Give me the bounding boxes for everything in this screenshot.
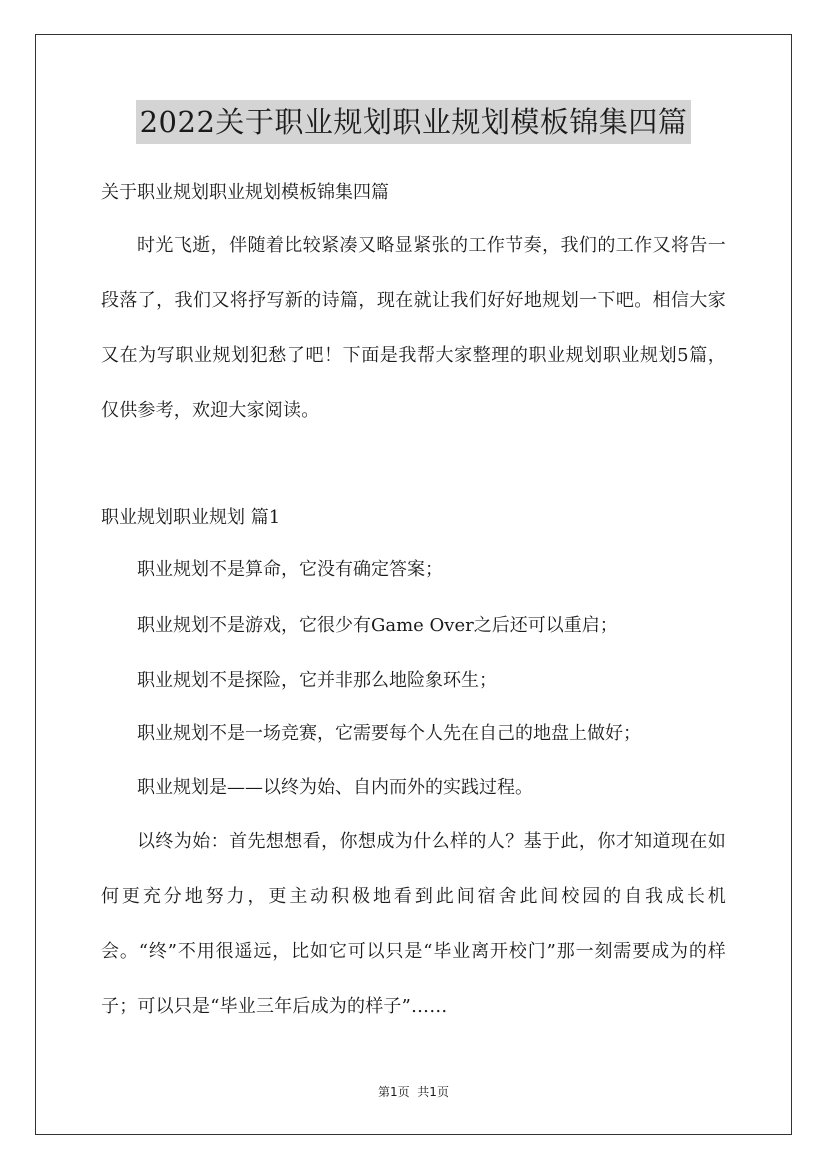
document-title-wrapper bbox=[0, 100, 827, 146]
body-line: 职业规划是——以终为始、自内而外的实践过程。 bbox=[137, 777, 533, 798]
body-line: 职业规划不是一场竞赛，它需要每个人先在自己的地盘上做好； bbox=[137, 723, 641, 744]
section-heading: 职业规划职业规划 篇1 bbox=[101, 507, 281, 528]
document-title: 2022关于职业规划职业规划模板锦集四篇 bbox=[136, 100, 692, 144]
goal-paragraph: 以终为始：首先想想看，你想成为什么样的人？基于此，你才知道现在如何更充分地努力，更主动积极地看到此间宿舍此间校园的自我成长机会。“终”不用很遥远，比如它可以只是“毕业离开校门”那一刻需要成为的样子；可以只是“毕业三年后成为的样子”…… bbox=[101, 831, 726, 1017]
page-footer: 第1页 共1页 bbox=[378, 1085, 449, 1099]
body-line: 职业规划不是探险，它并非那么地险象环生； bbox=[137, 670, 497, 691]
document-subtitle: 关于职业规划职业规划模板锦集四篇 bbox=[101, 182, 389, 203]
body-line: 职业规划不是算命，它没有确定答案； bbox=[137, 559, 443, 580]
body-line: 职业规划不是游戏，它很少有Game Over之后还可以重启； bbox=[137, 615, 618, 636]
intro-paragraph: 时光飞逝，伴随着比较紧凑又略显紧张的工作节奏，我们的工作又将告一段落了，我们又将抒写新的诗篇，现在就让我们好好地规划一下吧。相信大家又在为写职业规划犯愁了吧！下面是我帮大家整理的职业规划职业规划5篇，仅供参考，欢迎大家阅读。 bbox=[101, 235, 726, 421]
